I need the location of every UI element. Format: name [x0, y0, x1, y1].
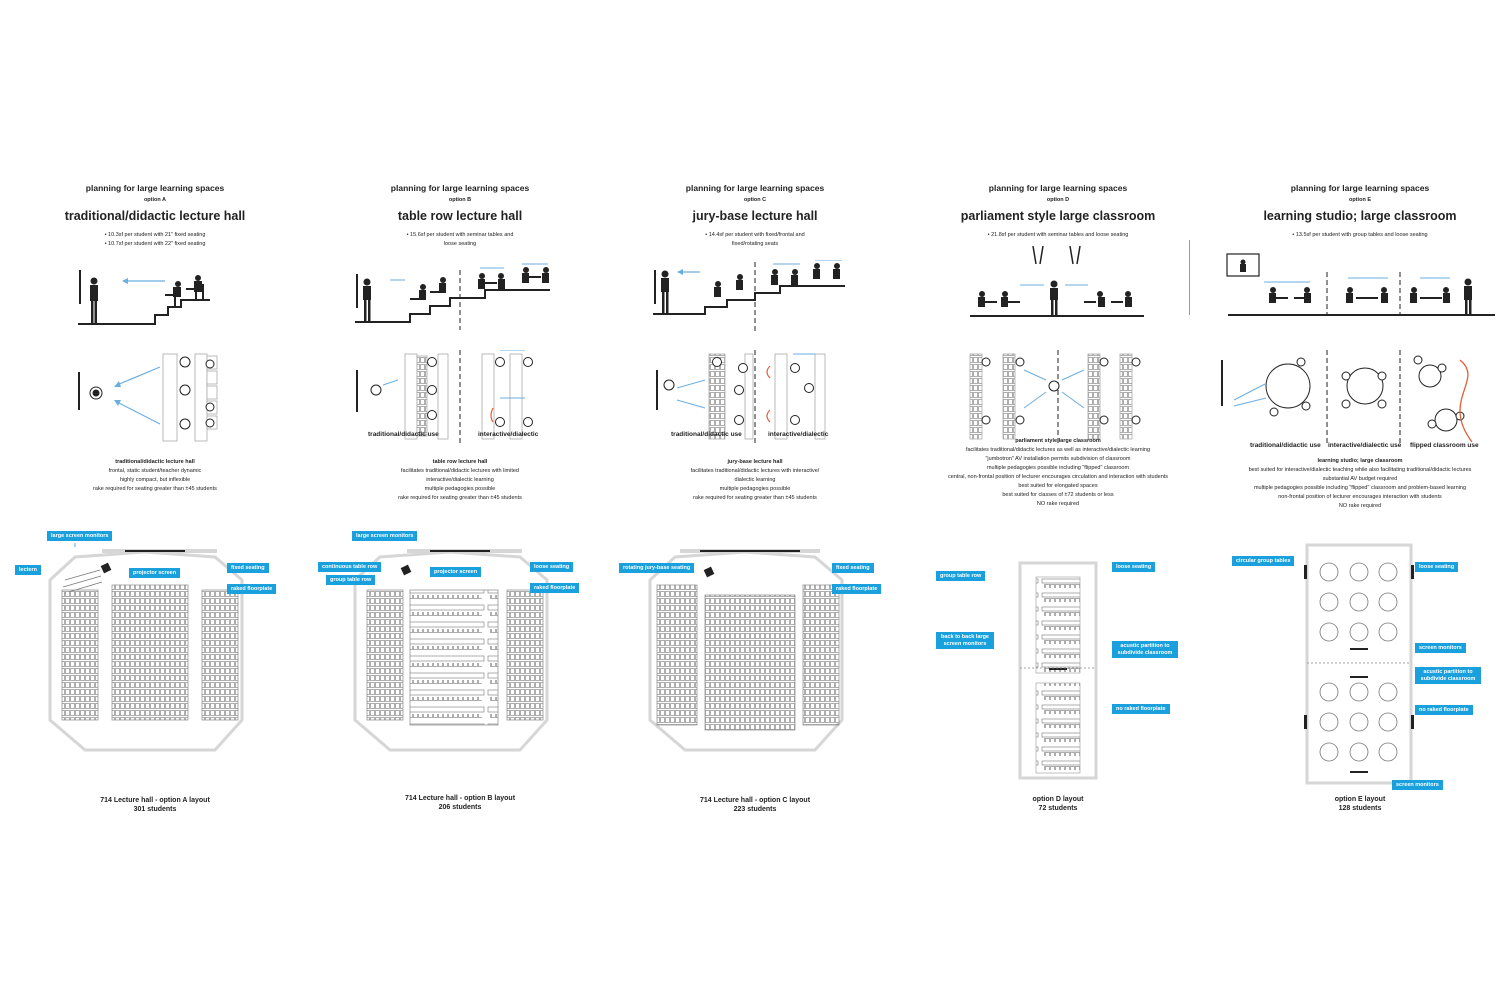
callout-tag: loose seating — [1112, 562, 1155, 572]
ratio-line: fixed/rotating seats — [731, 240, 779, 247]
description-line: best suited for interactive/dialectic teaching while also facilitating traditional/didactic lectures — [1248, 467, 1472, 473]
callout-tag: circular group tables — [1232, 556, 1294, 566]
panel-option-a — [5, 180, 305, 820]
callout-tag: lectern — [15, 565, 41, 575]
callout-tag: fixed seating — [832, 563, 874, 573]
description — [645, 458, 865, 503]
panel-supertitle: planning for large learning spaces — [988, 183, 1128, 193]
panel-option-b — [310, 180, 610, 820]
ratio-notes — [380, 231, 540, 248]
ratio-line: • 14.4sf per student with fixed/frontal and — [705, 232, 805, 238]
section-diagram — [5, 260, 305, 335]
callout-tag: back to back large screen monitors — [936, 632, 994, 649]
description-title: traditional/didactic lecture hall — [115, 459, 195, 465]
ratio-notes — [938, 231, 1178, 240]
panel-title: parliament style large classroom — [960, 209, 1156, 223]
callout-tag: loose seating — [530, 562, 573, 572]
section-diagram — [908, 246, 1208, 321]
student-figure — [186, 275, 204, 300]
description-line: best suited for classes of ±72 students or less — [1002, 492, 1114, 498]
fixed-seating-rows — [62, 585, 238, 720]
description-line: dialectic learning — [734, 477, 776, 483]
plan-diagram — [1210, 350, 1500, 445]
plan-diagram — [310, 350, 610, 445]
section-diagram — [1210, 252, 1500, 327]
callout-tag: large screen monitors — [352, 531, 417, 541]
panel-option-label: option D — [1046, 197, 1070, 203]
description-line: multiple pedagogies possible — [719, 486, 791, 492]
usage-label: interactive/dialectic use — [1328, 442, 1402, 449]
panel-option-c — [605, 180, 905, 820]
panel-title: jury-base lecture hall — [692, 209, 818, 223]
description-line: NO rake required — [1338, 503, 1382, 509]
description-line: central, non-frontal position of lecturer encourages circulation and interaction with students — [947, 474, 1169, 480]
panel-option-label: option C — [743, 197, 767, 203]
callout-tag: no raked floorplate — [1112, 704, 1170, 714]
lecturer-figure — [90, 278, 98, 325]
description-line: multiple pedagogies possible including "flipped" classroom — [986, 465, 1130, 471]
ratio-notes — [675, 231, 835, 248]
description-title: learning studio; large classroom — [1317, 458, 1403, 464]
callout-tag: raked floorplate — [530, 583, 579, 593]
plan-diagram — [908, 350, 1208, 445]
floorplan-layout — [1210, 535, 1500, 795]
usage-label: traditional/didactic use — [1250, 442, 1321, 449]
panel-title: learning studio; large classroom — [1263, 209, 1457, 223]
callout-tag: loose seating — [1415, 562, 1458, 572]
floorplan-layout — [605, 535, 905, 795]
callout-tag: rotating jury-base seating — [619, 563, 694, 573]
callout-tag: projector screen — [129, 568, 180, 578]
callout-tag: screen monitors — [1392, 780, 1443, 790]
description-title: table row lecture hall — [432, 459, 488, 465]
panel-supertitle: planning for large learning spaces — [85, 183, 225, 193]
panel-supertitle: planning for large learning spaces — [390, 183, 530, 193]
panel-option-label: option E — [1349, 197, 1371, 203]
ratio-line: • 15.6sf per student with seminar tables and — [406, 232, 514, 238]
section-diagram — [310, 260, 610, 335]
layout-caption — [5, 797, 305, 814]
usage-label: traditional/didactic use — [671, 431, 742, 438]
description — [1225, 457, 1495, 511]
ratio-line: • 21.8sf per student with seminar tables and loose seating — [987, 232, 1129, 238]
description-line: interactive/dialectic learning — [426, 477, 494, 483]
description-line: facilitates traditional/didactic lectures with limited — [401, 468, 519, 474]
caption-line: 72 students — [1038, 804, 1078, 812]
layout-caption — [1210, 796, 1500, 813]
caption-line: 714 Lecture hall - option C layout — [699, 797, 811, 804]
callout-tag: no raked floorplate — [1415, 705, 1473, 715]
callout-tag: acustic partition to subdivide classroom — [1112, 641, 1178, 658]
layout-caption — [605, 797, 905, 814]
usage-label: interactive/dialectic — [768, 431, 829, 438]
panel-supertitle: planning for large learning spaces — [685, 183, 825, 193]
callout-tag: screen monitors — [1415, 643, 1466, 653]
callout-tag: acustic partition to subdivide classroom — [1415, 667, 1481, 684]
description-line: facilitates traditional/didactic lectures with interactive/ — [690, 468, 820, 474]
ratio-notes — [1240, 231, 1480, 240]
description-line: rake required for seating greater than ±45 students — [93, 486, 217, 492]
caption-line: 301 students — [133, 805, 177, 813]
description — [350, 458, 570, 503]
description-line: rake required for seating greater than ±45 students — [693, 495, 817, 501]
panel-supertitle: planning for large learning spaces — [1290, 183, 1430, 193]
callout-tag: group table row — [326, 575, 375, 585]
ratio-line: • 10.7sf per student with 22" fixed seating — [104, 240, 206, 247]
description-line: "jumbotron" AV installation permits subdivision of classroom — [985, 456, 1131, 462]
layout-caption — [310, 795, 610, 812]
description-line: rake required for seating greater than ±45 students — [398, 495, 522, 501]
panel-divider — [1189, 240, 1190, 315]
caption-line: option D layout — [1032, 796, 1084, 803]
panel-option-label: option B — [448, 197, 472, 203]
panel-title: traditional/didactic lecture hall — [64, 209, 246, 223]
layout-caption — [908, 796, 1208, 813]
panel-option-e — [1210, 180, 1500, 820]
usage-label: interactive/dialectic — [478, 431, 539, 438]
caption-line: 714 Lecture hall - option A layout — [100, 797, 210, 804]
callout-tag: continuous table row — [318, 562, 381, 572]
ratio-line: • 13.5sf per student with group tables and loose seating — [1292, 232, 1428, 238]
description-line: highly compact, but inflexible — [119, 477, 191, 483]
description — [928, 437, 1188, 509]
callout-tag: group table row — [936, 571, 985, 581]
section-diagram — [605, 260, 905, 335]
description-line: frontal, static student/teacher dynamic — [108, 468, 202, 474]
panel-option-d — [908, 180, 1208, 820]
usage-label: traditional/didactic use — [368, 431, 439, 438]
description-title: jury-base lecture hall — [727, 459, 783, 465]
student-figure — [165, 281, 181, 307]
ratio-notes — [75, 231, 235, 248]
plan-diagram — [5, 350, 305, 445]
description-line: multiple pedagogies possible — [424, 486, 496, 492]
description — [45, 458, 265, 494]
description-line: substantial AV budget required — [1322, 476, 1398, 482]
plan-diagram — [605, 350, 905, 445]
panel-option-label: option A — [143, 197, 167, 203]
caption-line: 223 students — [733, 805, 777, 813]
caption-line: 206 students — [438, 803, 482, 811]
description-line: non-frontal position of lecturer encourages interaction with students — [1278, 494, 1442, 500]
callout-tag: raked floorplate — [832, 584, 881, 594]
ratio-line: • 10.3sf per student with 21" fixed seating — [104, 232, 206, 238]
description-line: multiple pedagogies possible including "flipped" classroom and problem-based learning — [1253, 485, 1467, 491]
callout-tag: projector screen — [430, 567, 481, 577]
callout-tag: fixed seating — [227, 563, 269, 573]
callout-tag: large screen monitors — [47, 531, 112, 541]
callout-tag: raked floorplate — [227, 584, 276, 594]
description-title: parliament style large classroom — [1015, 438, 1101, 444]
panel-title: table row lecture hall — [397, 209, 523, 223]
description-line: NO rake required — [1036, 501, 1080, 507]
description-line: facilitates traditional/didactic lectures as well as interactive/dialectic learning — [965, 447, 1151, 453]
description-line: best suited for elongated spaces — [1018, 483, 1098, 489]
usage-label: flipped classroom use — [1410, 442, 1479, 449]
lecturer-plan-figure — [90, 387, 102, 399]
caption-line: 714 Lecture hall - option B layout — [404, 795, 516, 802]
caption-line: 128 students — [1338, 804, 1382, 812]
ratio-line: loose seating — [443, 240, 477, 247]
caption-line: option E layout — [1334, 796, 1386, 803]
